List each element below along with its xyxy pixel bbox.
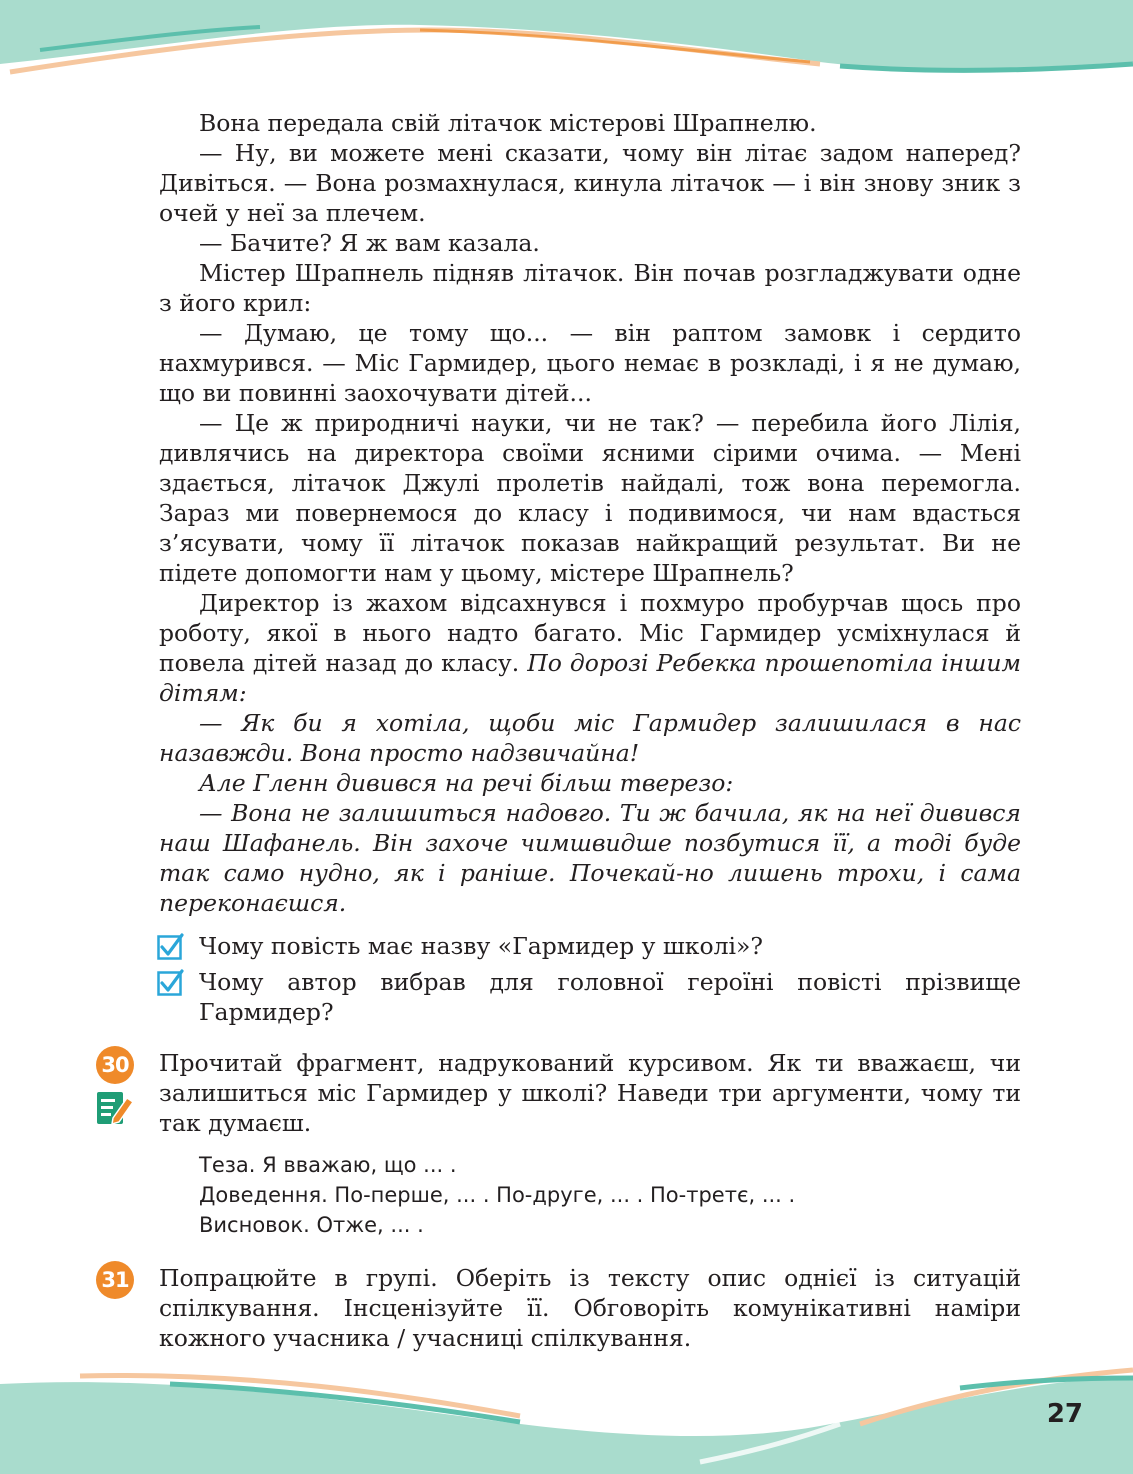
story-italic-paragraph: — Як би я хотіла, щоби міс Гармидер залишилася в нас назавжди. Вона просто надзвичайна! bbox=[159, 709, 1021, 767]
story-paragraph-mixed bbox=[159, 588, 1021, 708]
story-excerpt bbox=[159, 108, 1021, 918]
story-paragraph: — Це ж природничі науки, чи не так? — перебила його Лілія, дивлячись на директора своїми ясними сірими очима. — Мені здається, літачок Джулі пролетів найдалі, тож вона перемогла. Зараз ми повернемося до класу і подивимося, чи нам вдасться з’ясувати, чому її літачок показав найкращий результат. Ви не підете допомогти нам у цьому, містере Шрапнель? bbox=[159, 409, 1021, 587]
task-number-badge: 30 bbox=[96, 1046, 134, 1084]
regular-text: Директор із жахом відсахнувся і похмуро пробурчав щось про роботу, якої в нього надто багато. Міс Гармидер усміхнулася й повела дітей назад до класу. bbox=[159, 589, 1021, 677]
task-31 bbox=[101, 1263, 1021, 1353]
question-text: Чому автор вибрав для головної героїні повісті прізвище Гармидер? bbox=[199, 968, 1021, 1026]
story-italic-paragraph: Але Гленн дивився на речі більш тверезо: bbox=[199, 769, 734, 797]
story-paragraph: — Думаю, це тому що... — він раптом замовк і сердито нахмурився. — Міс Гармидер, цього немає в розкладі, і я не думаю, що ви повинні заохочувати дітей... bbox=[159, 319, 1021, 407]
pencil-notebook-icon bbox=[95, 1088, 135, 1128]
task-text: Прочитай фрагмент, надрукований курсивом. Як ти вважаєш, чи залишиться міс Гармидер у школі? Наведи три аргументи, чому ти так думаєш. bbox=[159, 1049, 1021, 1137]
checkbox-checked-icon bbox=[157, 933, 184, 960]
italic-text: По дорозі Ребекка прошепотіла іншим дітям: bbox=[159, 649, 1022, 707]
template-conclusion: Висновок. Отже, ... . bbox=[199, 1213, 424, 1237]
question-text: Чому повість має назву «Гармидер у школі»? bbox=[199, 932, 764, 960]
task-text: Попрацюйте в групі. Оберіть із тексту опис однієї із ситуацій спілкування. Інсценізуйте її. Обговоріть комунікативні наміри кожного учасника / учасниці спілкування. bbox=[159, 1264, 1021, 1352]
bottom-wave-decoration bbox=[0, 1354, 1133, 1474]
story-paragraph: Містер Шрапнель підняв літачок. Він почав розгладжувати одне з його крил: bbox=[159, 259, 1021, 317]
task-30 bbox=[101, 1048, 1021, 1138]
checkbox-checked-icon bbox=[157, 969, 184, 996]
story-paragraph: — Бачите? Я ж вам казала. bbox=[199, 229, 540, 257]
story-italic-paragraph: — Вона не залишиться надовго. Ти ж бачила, як на неї дивився наш Шафанель. Він захоче чимшвидше позбутися її, а тоді буде так само нудно, як і раніше. Почекай-но лишень трохи, і сама переконаєшся. bbox=[159, 799, 1021, 917]
top-wave-decoration bbox=[0, 0, 1133, 90]
template-proof: Доведення. По-перше, ... . По-друге, ... . По-третє, ... . bbox=[199, 1183, 796, 1207]
question-item bbox=[159, 931, 1021, 961]
story-paragraph: Вона передала свій літачок містерові Шрапнелю. bbox=[199, 109, 817, 137]
question-item bbox=[159, 967, 1021, 1027]
task-number-badge: 31 bbox=[96, 1261, 134, 1299]
template-thesis: Теза. Я вважаю, що ... . bbox=[199, 1153, 457, 1177]
story-paragraph: — Ну, ви можете мені сказати, чому він літає задом наперед? Дивіться. — Вона розмахнулася, кинула літачок — і він знову зник з очей у неї за плечем. bbox=[159, 139, 1021, 227]
question-list bbox=[159, 931, 1021, 1033]
answer-template bbox=[199, 1150, 795, 1240]
page-number: 27 bbox=[1046, 1399, 1083, 1429]
